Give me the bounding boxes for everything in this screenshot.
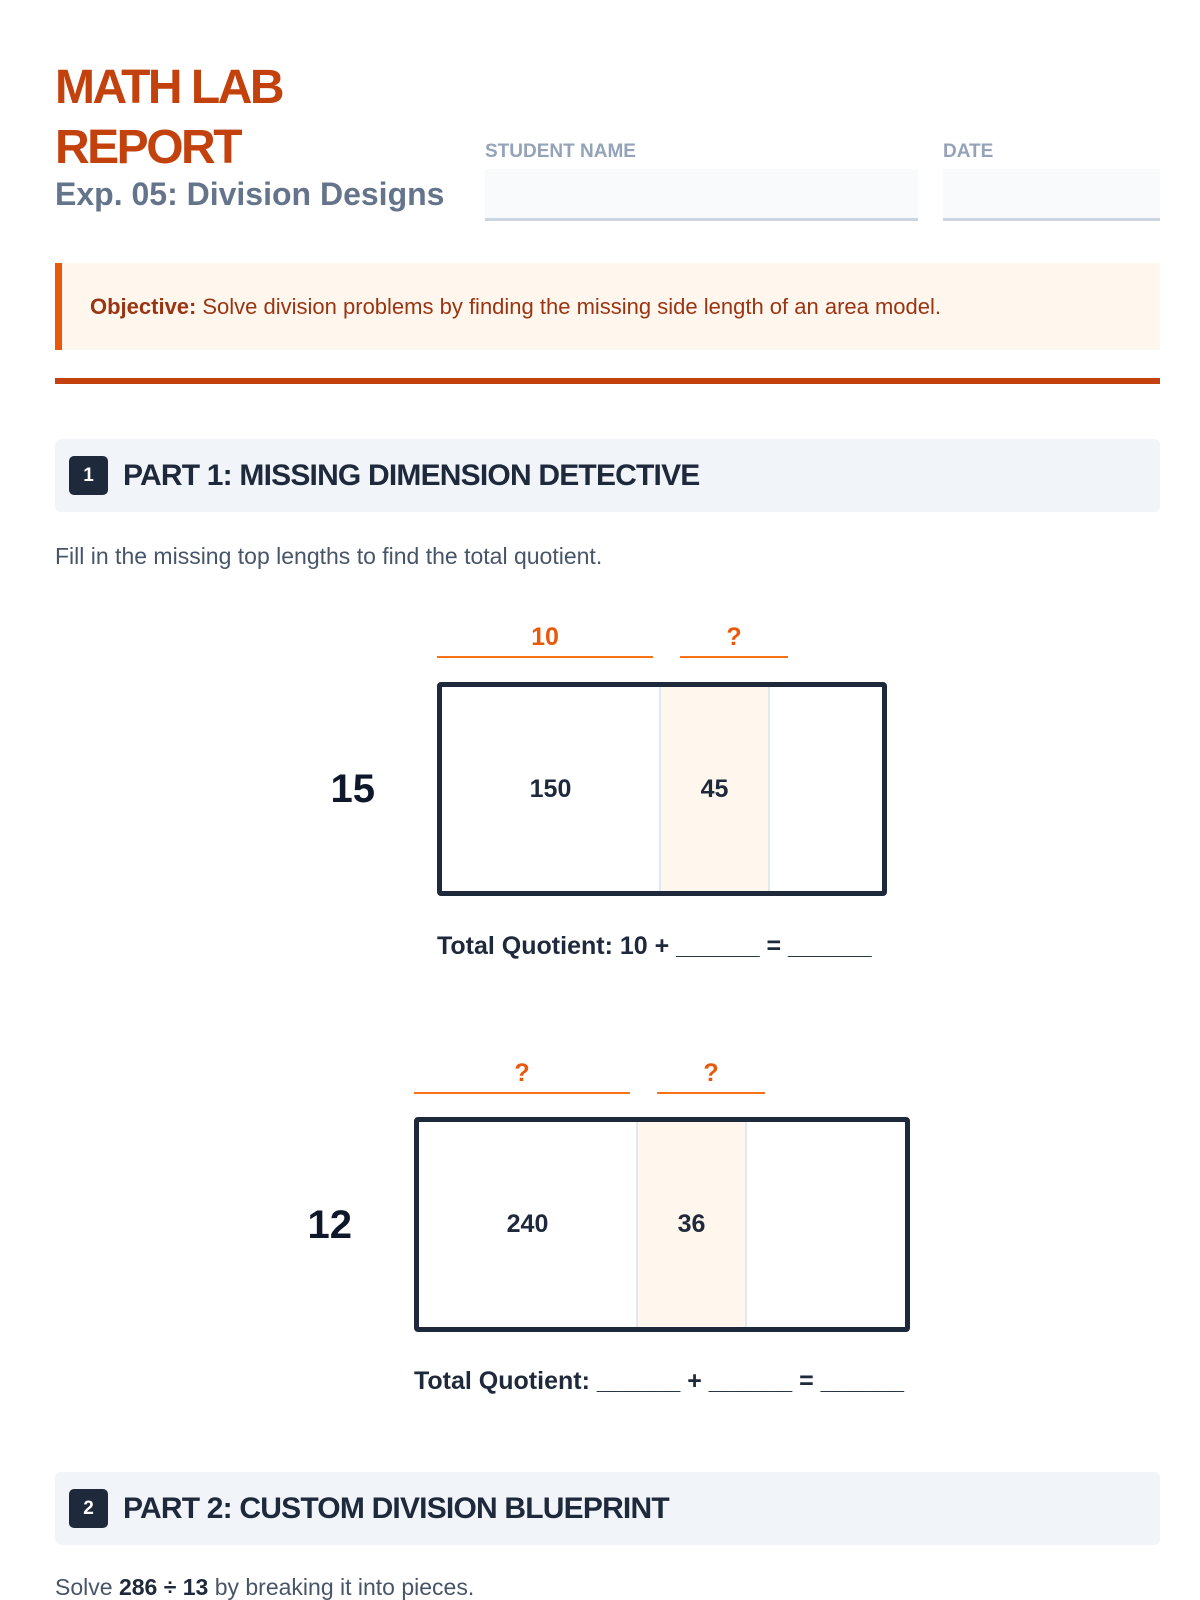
model1-cell-2: 45	[661, 687, 770, 891]
part1-instructions: Fill in the missing top lengths to find the total quotient.	[55, 543, 603, 569]
part2-instr-suffix: by breaking it into pieces.	[214, 1574, 475, 1600]
part2-instr-prefix: Solve	[55, 1574, 113, 1600]
part1-title: PART 1: MISSING DIMENSION DETECTIVE	[123, 458, 700, 492]
model2-area-box	[414, 1117, 910, 1332]
part2-number-badge: 2	[69, 1489, 108, 1528]
date-field[interactable]	[943, 169, 1160, 221]
part2-header	[55, 1472, 1160, 1545]
model2-total-quotient[interactable]: Total Quotient: ______ + ______ = ______	[414, 1367, 905, 1395]
model2-top-label-2[interactable]: ?	[657, 1058, 765, 1094]
objective-label: Objective:	[90, 293, 197, 319]
title-line-2: REPORT	[55, 121, 241, 174]
model1-top-label-2[interactable]: ?	[680, 622, 788, 658]
student-name-field[interactable]	[485, 169, 918, 221]
part2-problem: 286 ÷ 13	[118, 1574, 209, 1600]
objective-text: Solve division problems by finding the missing side length of an area model.	[202, 293, 942, 319]
model1-total-quotient[interactable]: Total Quotient: 10 + ______ = ______	[437, 932, 872, 960]
model1-cell-3	[770, 687, 882, 891]
part2-title: PART 2: CUSTOM DIVISION BLUEPRINT	[123, 1491, 669, 1525]
model2-top-label-1[interactable]: ?	[414, 1058, 630, 1094]
model1-area-box	[437, 682, 887, 896]
model2-cell-2: 36	[638, 1122, 747, 1327]
model1-top-label-1[interactable]: 10	[437, 622, 653, 658]
part2-instructions	[55, 1574, 474, 1600]
part1-header	[55, 439, 1160, 512]
date-label: DATE	[943, 141, 994, 162]
part1-number-badge: 1	[69, 456, 108, 495]
header-divider	[55, 378, 1160, 384]
model2-cell-3	[747, 1122, 905, 1327]
experiment-subtitle: Exp. 05: Division Designs	[55, 176, 445, 212]
title-line-1: MATH LAB	[55, 61, 283, 114]
model1-cell-1: 150	[442, 687, 661, 891]
objective-callout	[55, 263, 1160, 350]
model1-divisor: 15	[330, 767, 375, 811]
report-title	[55, 58, 355, 178]
model2-divisor: 12	[307, 1203, 352, 1247]
student-name-label: STUDENT NAME	[485, 141, 636, 162]
model2-cell-1: 240	[419, 1122, 638, 1327]
